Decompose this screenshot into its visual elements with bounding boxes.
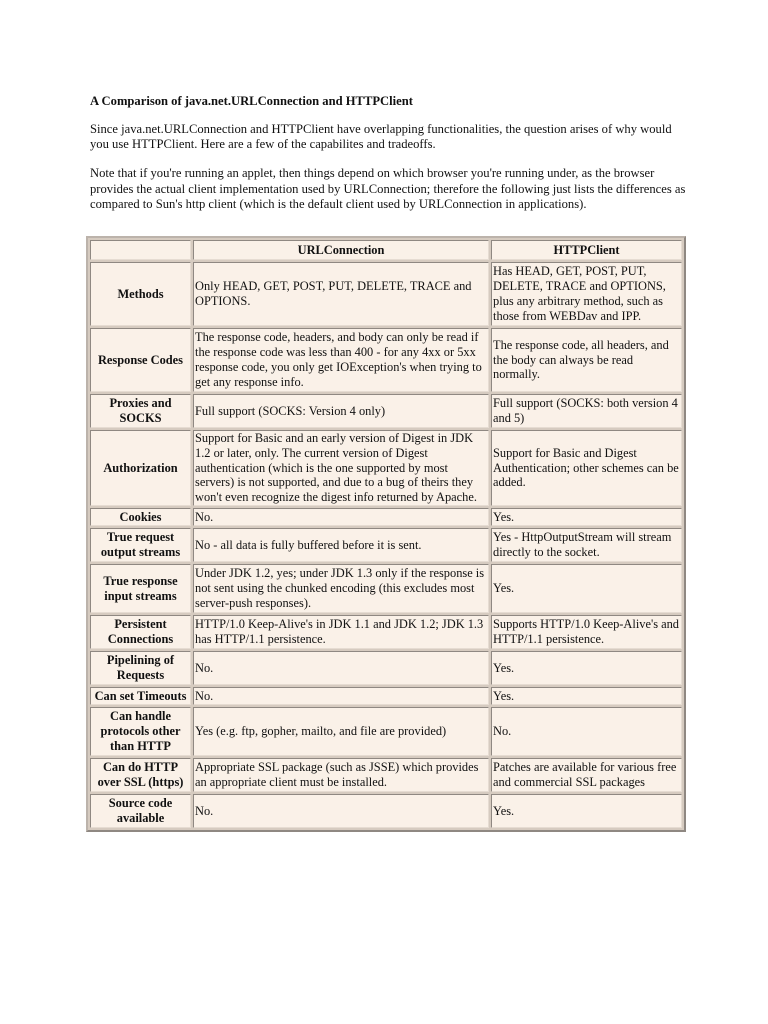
table-row [90, 328, 682, 392]
row-feature: Response Codes [90, 328, 191, 392]
row-feature: Can do HTTP over SSL (https) [90, 758, 191, 792]
cell-urlconnection: No. [193, 651, 489, 685]
row-feature: True response input streams [90, 564, 191, 613]
cell-httpclient: Yes. [491, 687, 682, 705]
row-feature: True request output streams [90, 528, 191, 562]
cell-urlconnection: Appropriate SSL package (such as JSSE) which provides an appropriate client must be installed. [193, 758, 489, 792]
row-feature: Persistent Connections [90, 615, 191, 649]
cell-urlconnection: Under JDK 1.2, yes; under JDK 1.3 only if the response is not sent using the chunked encoding (this excludes most server-push responses). [193, 564, 489, 613]
table-row [90, 615, 682, 649]
cell-httpclient: Yes. [491, 508, 682, 526]
cell-urlconnection: HTTP/1.0 Keep-Alive's in JDK 1.1 and JDK 1.2; JDK 1.3 has HTTP/1.1 persistence. [193, 615, 489, 649]
cell-httpclient: Full support (SOCKS: both version 4 and 5) [491, 394, 682, 428]
cell-urlconnection: No. [193, 687, 489, 705]
header-urlconnection: URLConnection [193, 240, 489, 260]
cell-httpclient: Yes. [491, 794, 682, 828]
table-row [90, 687, 682, 705]
cell-urlconnection: No - all data is fully buffered before it is sent. [193, 528, 489, 562]
table-row [90, 651, 682, 685]
row-feature: Methods [90, 262, 191, 326]
row-feature: Proxies and SOCKS [90, 394, 191, 428]
table-row [90, 794, 682, 828]
cell-urlconnection: Only HEAD, GET, POST, PUT, DELETE, TRACE and OPTIONS. [193, 262, 489, 326]
note-paragraph: Note that if you're running an applet, then things depend on which browser you're running under, as the browser provides the actual client implementation used by URLConnection; therefore the following just lists the differences as compared to Sun's http client (which is the default client used by URLConnection in applications). [90, 166, 686, 211]
cell-urlconnection: Full support (SOCKS: Version 4 only) [193, 394, 489, 428]
page-title: A Comparison of java.net.URLConnection and HTTPClient [90, 94, 413, 108]
cell-urlconnection: Support for Basic and an early version of Digest in JDK 1.2 or later, only. The current version of Digest authentication (which is the one supported by most servers) is not supported, and due to a bug of theirs they won't even recognize the digest info returned by Apache. [193, 430, 489, 506]
cell-httpclient: Yes - HttpOutputStream will stream directly to the socket. [491, 528, 682, 562]
table-row [90, 430, 682, 506]
table-row [90, 262, 682, 326]
document-body [90, 94, 688, 226]
cell-urlconnection: No. [193, 794, 489, 828]
cell-urlconnection: No. [193, 508, 489, 526]
table-header-row [90, 240, 682, 260]
cell-httpclient: Support for Basic and Digest Authentication; other schemes can be added. [491, 430, 682, 506]
table-row [90, 707, 682, 756]
cell-httpclient: Supports HTTP/1.0 Keep-Alive's and HTTP/1.1 persistence. [491, 615, 682, 649]
row-feature: Authorization [90, 430, 191, 506]
row-feature: Pipelining of Requests [90, 651, 191, 685]
table-row [90, 528, 682, 562]
cell-httpclient: Has HEAD, GET, POST, PUT, DELETE, TRACE and OPTIONS, plus any arbitrary method, such as those from WEBDav and IPP. [491, 262, 682, 326]
row-feature: Cookies [90, 508, 191, 526]
cell-httpclient: Yes. [491, 651, 682, 685]
table-row [90, 758, 682, 792]
cell-urlconnection: The response code, headers, and body can only be read if the response code was less than 400 - for any 4xx or 5xx response code, you only get IOException's when trying to get any response info. [193, 328, 489, 392]
table-row [90, 394, 682, 428]
row-feature: Can handle protocols other than HTTP [90, 707, 191, 756]
cell-urlconnection: Yes (e.g. ftp, gopher, mailto, and file are provided) [193, 707, 489, 756]
header-httpclient: HTTPClient [491, 240, 682, 260]
cell-httpclient: The response code, all headers, and the body can always be read normally. [491, 328, 682, 392]
row-feature: Can set Timeouts [90, 687, 191, 705]
row-feature: Source code available [90, 794, 191, 828]
intro-paragraph: Since java.net.URLConnection and HTTPClient have overlapping functionalities, the question arises of why would you use HTTPClient. Here are a few of the capabilites and tradeoffs. [90, 122, 672, 152]
cell-httpclient: Patches are available for various free and commercial SSL packages [491, 758, 682, 792]
table-row [90, 508, 682, 526]
cell-httpclient: No. [491, 707, 682, 756]
header-corner-cell [90, 240, 191, 260]
comparison-table [86, 236, 686, 832]
table-row [90, 564, 682, 613]
cell-httpclient: Yes. [491, 564, 682, 613]
